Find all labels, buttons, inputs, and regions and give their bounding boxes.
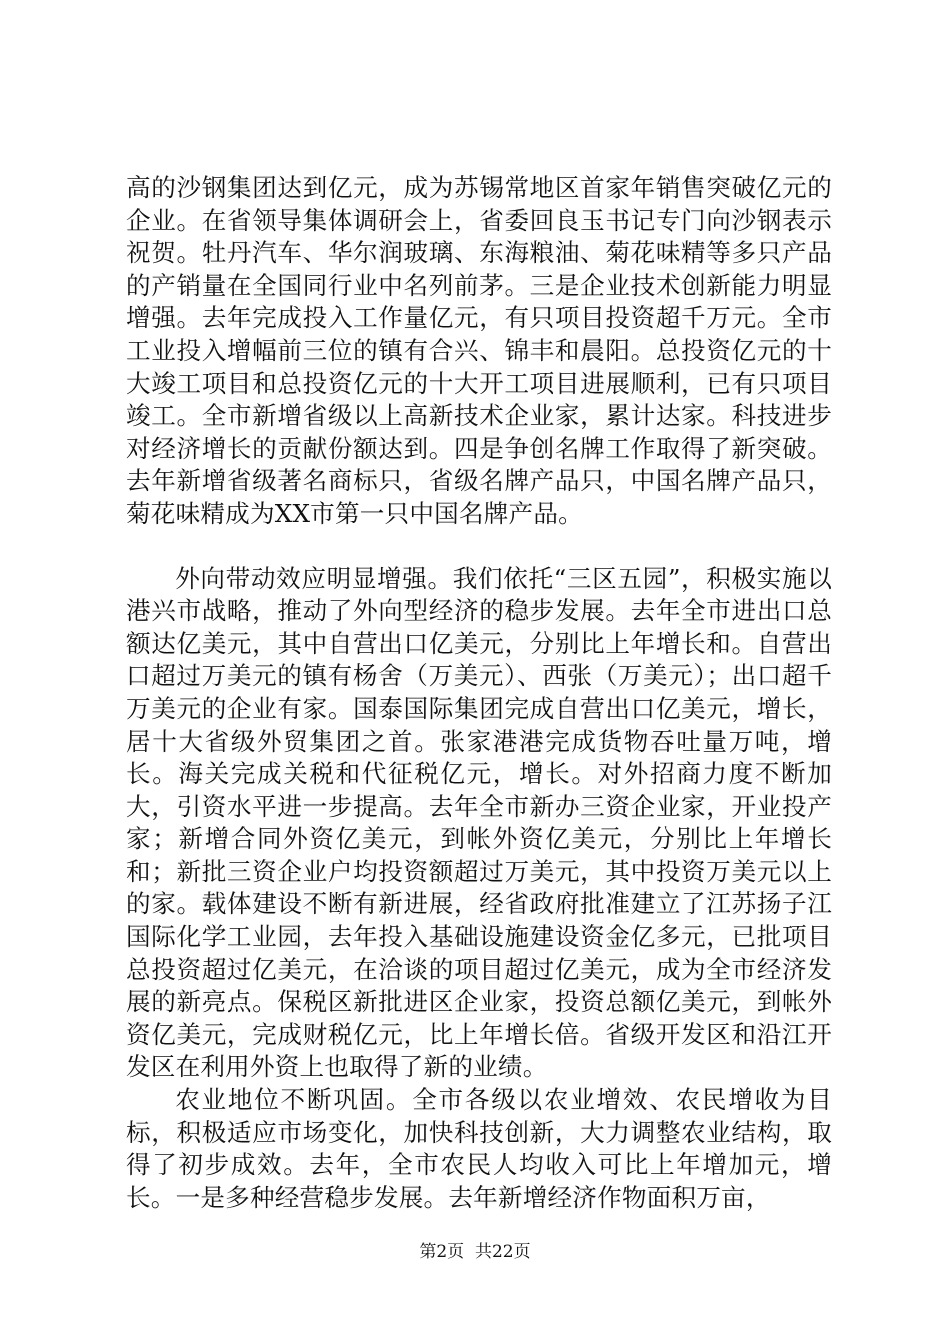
paragraph-industry: 高的沙钢集团达到亿元，成为苏锡常地区首家年销售突破亿元的企业。在省领导集体调研会上，省委回良玉书记专门向沙钢表示祝贺。牡丹汽车、华尔润玻璃、东海粮油、菊花味精等多只产品的产销量在全国同行业中名列前茅。三是企业技术创新能力明显增强。去年完成投入工作量亿元，有只项目投资超千万元。全市工业投入增幅前三位的镇有合兴、锦丰和晨阳。总投资亿元的十大竣工项目和总投资亿元的十大开工项目进展顺利，已有只项目竣工。全市新增省级以上高新技术企业家，累计达家。科技进步对经济增长的贡献份额达到。四是争创名牌工作取得了新突破。去年新增省级著名商标只，省级名牌产品只，中国名牌产品只，菊花味精成为XX市第一只中国名牌产品。 [126,173,832,528]
page-footer: 第2页 共22页 [419,1242,531,1262]
body-text [126,172,832,1214]
paragraph-agriculture: 农业地位不断巩固。全市各级以农业增效、农民增收为目标，积极适应市场变化，加快科技创新，大力调整农业结构，取得了初步成效。去年，全市农民人均收入可比上年增加元，增长。一是多种经营稳步发展。去年新增经济作物面积万亩， [126,1085,832,1212]
paragraph-foreign-trade: 外向带动效应明显增强。我们依托“三区五园”，积极实施以港兴市战略，推动了外向型经济的稳步发展。去年全市进出口总额达亿美元，其中自营出口亿美元，分别比上年增长和。自营出口超过万美元的镇有杨舍（万美元）、西张（万美元）；出口超千万美元的企业有家。国泰国际集团完成自营出口亿美元，增长，居十大省级外贸集团之首。张家港港完成货物吞吐量万吨，增长。海关完成关税和代征税亿元，增长。对外招商力度不断加大，引资水平进一步提高。去年全市新办三资企业家，开业投产家；新增合同外资亿美元，到帐外资亿美元，分别比上年增长和；新批三资企业户均投资额超过万美元，其中投资万美元以上的家。载体建设不断有新进展，经省政府批准建立了江苏扬子江国际化学工业园，去年投入基础设施建设资金亿多元，已批项目总投资超过亿美元，在洽谈的项目超过亿美元，成为全市经济发展的新亮点。保税区新批进区企业家，投资总额亿美元，到帐外资亿美元，完成财税亿元，比上年增长倍。省级开发区和沿江开发区在利用外资上也取得了新的业绩。 [126,563,832,1082]
